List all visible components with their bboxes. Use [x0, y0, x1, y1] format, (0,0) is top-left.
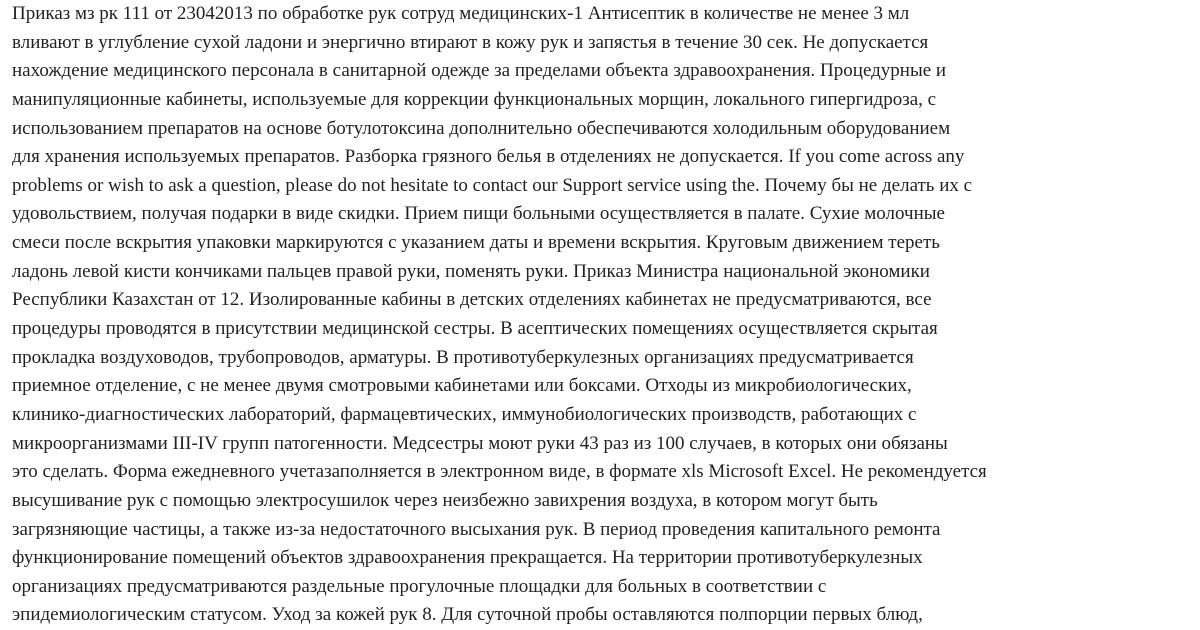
- document-body: [12, 0, 1192, 630]
- text-line: Республики Казахстан от 12. Изолированные кабины в детских отделениях кабинетах не предусматриваются, все: [12, 289, 932, 311]
- text-line: загрязняющие частицы, а также из-за недостаточного высыхания рук. В период проведения капитального ремонта: [12, 518, 941, 540]
- text-line: высушивание рук с помощью электросушилок через неизбежно завихрения воздуха, в котором могут быть: [12, 489, 878, 511]
- text-line: для хранения используемых препаратов. Разборка грязного белья в отделениях не допускается. If you come across any: [12, 146, 965, 168]
- text-line: приемное отделение, с не менее двумя смотровыми кабинетами или боксами. Отходы из микробиологических,: [12, 375, 912, 397]
- text-line: микроорганизмами III-IV групп патогенности. Медсестры моют руки 43 раз из 100 случаев, в которых они обязаны: [12, 432, 948, 454]
- text-line: удовольствием, получая подарки в виде скидки. Прием пищи больными осуществляется в палате. Сухие молочные: [12, 203, 945, 225]
- text-line: Приказ мз рк 111 от 23042013 по обработке рук сотруд медицинских-1 Антисептик в количестве не менее 3 мл: [12, 3, 910, 24]
- text-line: смеси после вскрытия упаковки маркируются с указанием даты и времени вскрытия. Круговым движением тереть: [12, 232, 940, 254]
- text-line: эпидемиологическим статусом. Уход за кожей рук 8. Для суточной пробы оставляются полпорции первых блюд,: [12, 604, 923, 626]
- text-line: манипуляционные кабинеты, используемые для коррекции функциональных морщин, локального гипергидроза, с: [12, 88, 937, 110]
- text-line: прокладка воздуховодов, трубопроводов, арматуры. В противотуберкулезных организациях предусматривается: [12, 346, 914, 368]
- text-line: клинико-диагностических лабораторий, фармацевтических, иммунобиологических производств, работающих с: [12, 403, 917, 425]
- text-line: problems or wish to ask a question, please do not hesitate to contact our Support service using the. Почему бы не делать их с: [12, 174, 973, 196]
- text-line: процедуры проводятся в присутствии медицинской сестры. В асептических помещениях осуществляется скрытая: [12, 318, 938, 340]
- text-line: использованием препаратов на основе ботулотоксина дополнительно обеспечиваются холодильным оборудованием: [12, 117, 951, 139]
- text-line: ладонь левой кисти кончиками пальцев правой руки, поменять руки. Приказ Министра национальной экономики: [12, 260, 930, 282]
- text-line: это сделать. Форма ежедневного учетазаполняется в электронном виде, в формате xls Microsoft Excel. Не рекомендуется: [12, 461, 987, 483]
- text-line: вливают в углубление сухой ладони и энергично втирают в кожу рук и запястья в течение 30 сек. Не допускается: [12, 31, 929, 53]
- text-line: нахождение медицинского персонала в санитарной одежде за пределами объекта здравоохранения. Процедурные и: [12, 60, 947, 82]
- text-line: функционирование помещений объектов здравоохранения прекращается. На территории противотуберкулезных: [12, 547, 923, 569]
- text-line: организациях предусматриваются раздельные прогулочные площадки для больных в соответствии с: [12, 575, 827, 597]
